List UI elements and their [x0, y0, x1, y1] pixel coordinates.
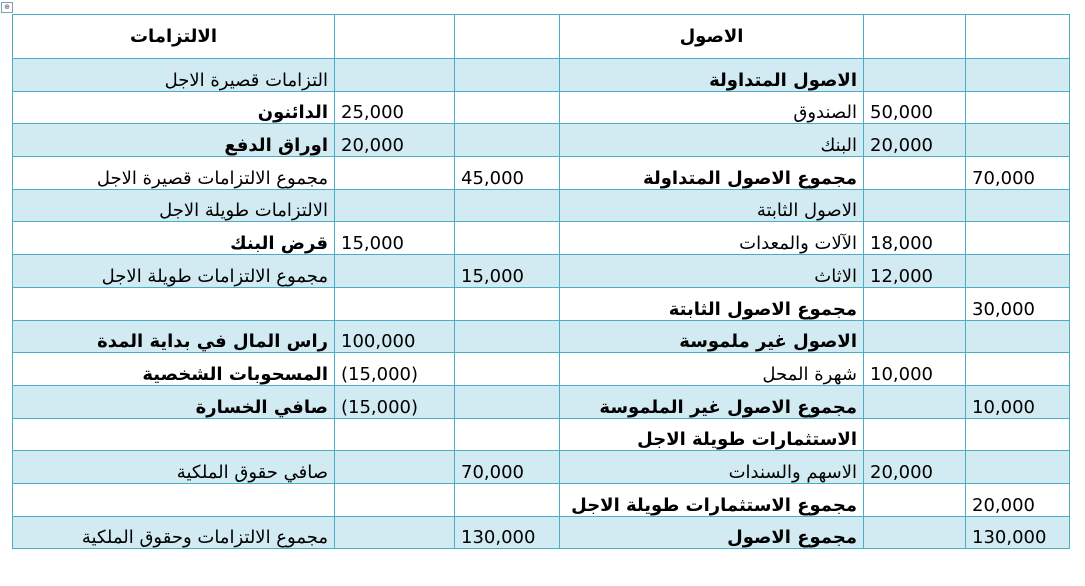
liability-total-amount	[455, 353, 560, 386]
liability-total-amount	[455, 222, 560, 255]
table-row	[13, 516, 1070, 549]
asset-item-amount	[864, 516, 966, 549]
liability-label: مجموع الالتزامات قصيرة الاجل	[13, 157, 335, 190]
asset-total-amount: 30,000	[966, 287, 1070, 320]
liability-item-amount	[335, 59, 455, 92]
liability-item-amount: (15,000)	[335, 353, 455, 386]
asset-total-amount	[966, 320, 1070, 353]
asset-item-amount	[864, 287, 966, 320]
asset-item-amount	[864, 189, 966, 222]
asset-label: الاصول غير ملموسة	[560, 320, 864, 353]
table-row	[13, 124, 1070, 157]
table-row	[13, 255, 1070, 288]
liability-item-amount	[335, 255, 455, 288]
asset-item-amount	[864, 157, 966, 190]
asset-total-amount	[966, 255, 1070, 288]
asset-label: الاسهم والسندات	[560, 451, 864, 484]
liability-item-amount	[335, 418, 455, 451]
liabilities-header: الالتزامات	[13, 15, 335, 59]
liability-item-amount: 25,000	[335, 91, 455, 124]
liability-label: صافي حقوق الملكية	[13, 451, 335, 484]
table-row	[13, 385, 1070, 418]
asset-label: البنك	[560, 124, 864, 157]
asset-label: الاثاث	[560, 255, 864, 288]
balance-sheet-table	[12, 14, 1070, 549]
table-row	[13, 59, 1070, 92]
asset-item-amount	[864, 483, 966, 516]
liability-label	[13, 418, 335, 451]
liability-item-amount	[335, 483, 455, 516]
assets-header: الاصول	[560, 15, 864, 59]
liability-label	[13, 483, 335, 516]
liability-item-amount	[335, 189, 455, 222]
asset-item-amount	[864, 418, 966, 451]
asset-item-amount: 18,000	[864, 222, 966, 255]
liability-label: الدائنون	[13, 91, 335, 124]
liability-total-amount: 70,000	[455, 451, 560, 484]
asset-label: الاستثمارات طويلة الاجل	[560, 418, 864, 451]
asset-total-amount	[966, 124, 1070, 157]
liability-label: الالتزامات طويلة الاجل	[13, 189, 335, 222]
asset-item-amount: 20,000	[864, 124, 966, 157]
asset-total-amount	[966, 91, 1070, 124]
asset-total-amount	[966, 59, 1070, 92]
empty-cell	[455, 15, 560, 59]
liability-label: المسحوبات الشخصية	[13, 353, 335, 386]
table-row	[13, 483, 1070, 516]
liability-label: راس المال في بداية المدة	[13, 320, 335, 353]
table-row	[13, 451, 1070, 484]
asset-total-amount	[966, 451, 1070, 484]
liability-label	[13, 287, 335, 320]
liability-total-amount: 15,000	[455, 255, 560, 288]
table-row	[13, 157, 1070, 190]
table-row	[13, 222, 1070, 255]
liability-label: قرض البنك	[13, 222, 335, 255]
asset-total-amount	[966, 222, 1070, 255]
liability-total-amount	[455, 320, 560, 353]
asset-total-amount: 70,000	[966, 157, 1070, 190]
header-row	[13, 15, 1070, 59]
asset-label: مجموع الاصول الثابتة	[560, 287, 864, 320]
asset-item-amount: 12,000	[864, 255, 966, 288]
asset-label: الاصول الثابتة	[560, 189, 864, 222]
asset-label: شهرة المحل	[560, 353, 864, 386]
asset-total-amount: 130,000	[966, 516, 1070, 549]
asset-total-amount	[966, 418, 1070, 451]
empty-cell	[335, 15, 455, 59]
liability-total-amount	[455, 189, 560, 222]
liability-item-amount: 15,000	[335, 222, 455, 255]
liability-item-amount: (15,000)	[335, 385, 455, 418]
asset-label: الآلات والمعدات	[560, 222, 864, 255]
liability-item-amount	[335, 157, 455, 190]
liability-item-amount	[335, 451, 455, 484]
liability-label: مجموع الالتزامات وحقوق الملكية	[13, 516, 335, 549]
asset-total-amount	[966, 189, 1070, 222]
empty-cell	[864, 15, 966, 59]
asset-total-amount	[966, 353, 1070, 386]
asset-label: مجموع الاصول	[560, 516, 864, 549]
asset-label: الاصول المتداولة	[560, 59, 864, 92]
liability-total-amount	[455, 287, 560, 320]
asset-item-amount	[864, 385, 966, 418]
liability-total-amount	[455, 124, 560, 157]
liability-item-amount	[335, 287, 455, 320]
asset-item-amount	[864, 59, 966, 92]
liability-total-amount	[455, 385, 560, 418]
asset-label: مجموع الاصول المتداولة	[560, 157, 864, 190]
liability-total-amount	[455, 418, 560, 451]
liability-label: مجموع الالتزامات طويلة الاجل	[13, 255, 335, 288]
asset-label: مجموع الاصول غير الملموسة	[560, 385, 864, 418]
table-row	[13, 353, 1070, 386]
asset-item-amount: 20,000	[864, 451, 966, 484]
asset-item-amount: 50,000	[864, 91, 966, 124]
liability-label: اوراق الدفع	[13, 124, 335, 157]
asset-label: مجموع الاستثمارات طويلة الاجل	[560, 483, 864, 516]
liability-item-amount	[335, 516, 455, 549]
liability-item-amount: 20,000	[335, 124, 455, 157]
liability-total-amount: 130,000	[455, 516, 560, 549]
asset-item-amount	[864, 320, 966, 353]
liability-total-amount	[455, 91, 560, 124]
liability-total-amount	[455, 59, 560, 92]
empty-cell	[966, 15, 1070, 59]
liability-label: التزامات قصيرة الاجل	[13, 59, 335, 92]
liability-label: صافي الخسارة	[13, 385, 335, 418]
liability-total-amount	[455, 483, 560, 516]
table-move-handle-icon[interactable]: ⊕	[1, 2, 13, 13]
liability-total-amount: 45,000	[455, 157, 560, 190]
table-row	[13, 320, 1070, 353]
table-row	[13, 91, 1070, 124]
asset-item-amount: 10,000	[864, 353, 966, 386]
asset-total-amount: 20,000	[966, 483, 1070, 516]
asset-label: الصندوق	[560, 91, 864, 124]
table-row	[13, 189, 1070, 222]
asset-total-amount: 10,000	[966, 385, 1070, 418]
table-row	[13, 287, 1070, 320]
table-row	[13, 418, 1070, 451]
liability-item-amount: 100,000	[335, 320, 455, 353]
